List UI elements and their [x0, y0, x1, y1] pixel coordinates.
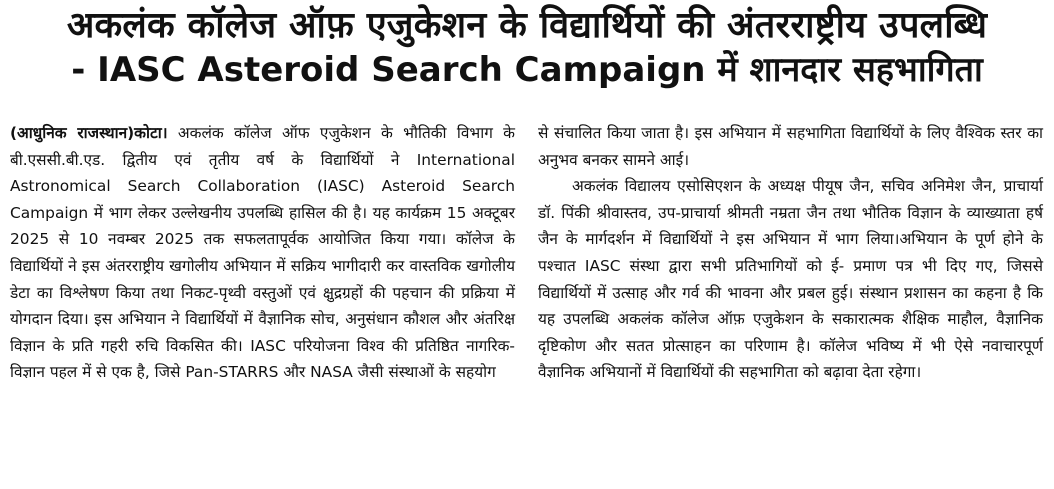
article-paragraph: से संचालित किया जाता है। इस अभियान में सहभागिता विद्यार्थियों के लिए वैश्विक स्तर का अनुभव बनकर सामने आई। [538, 124, 1043, 169]
article-left-column [10, 120, 515, 386]
headline-line-1: अकलंक कॉलेज ऑफ़ एजुकेशन के विद्यार्थियों की अंतरराष्ट्रीय उपलब्धि [66, 5, 988, 46]
headline [0, 4, 1054, 92]
article-right-column [538, 120, 1043, 386]
dateline: (आधुनिक राजस्थान)कोटा। [10, 124, 168, 142]
left-column-text: अकलंक कॉलेज ऑफ एजुकेशन के भौतिकी विभाग के बी.एससी.बी.एड. द्वितीय एवं तृतीय वर्ष के विद्यार्थियों ने International Astronomical Search Collaboration (IASC) Asteroid Search Campaign में भाग लेकर उल्लेखनीय उपलब्धि हासिल की है। यह कार्यक्रम 15 अक्टूबर 2025 से 10 नवम्बर 2025 तक सफलतापूर्वक आयोजित किया गया। कॉलेज के विद्यार्थियों ने इस अंतरराष्ट्रीय खगोलीय अभियान में सक्रिय भागीदारी कर वास्तविक खगोलीय डेटा का विश्लेषण किया तथा निकट-पृथ्वी वस्तुओं एवं क्षुद्रग्रहों की पहचान की प्रक्रिया में योगदान दिया। इस अभियान ने विद्यार्थियों में वैज्ञानिक सोच, अनुसंधान कौशल और अंतरिक्ष विज्ञान के प्रति गहरी रुचि विकसित की। IASC परियोजना विश्व की प्रतिष्ठित नागरिक-विज्ञान पहल में से एक है, जिसे Pan-STARRS और NASA जैसी संस्थाओं के सहयोग [10, 124, 515, 382]
article-paragraph [10, 120, 515, 386]
article-paragraph: अकलंक विद्यालय एसोसिएशन के अध्यक्ष पीयूष जैन, सचिव अनिमेश जैन, प्राचार्या डॉ. पिंकी श्रीवास्तव, उप-प्राचार्या श्रीमती नम्रता जैन तथा भौतिक विज्ञान के व्याख्याता हर्ष जैन के मार्गदर्शन में विद्यार्थियों ने इस अभियान में भाग लिया।अभियान के पूर्ण होने के पश्चात IASC संस्था द्वारा सभी प्रतिभागियों को ई- प्रमाण पत्र भी दिए गए, जिससे विद्यार्थियों में उत्साह और गर्व की भावना और प्रबल हुई। संस्थान प्रशासन का कहना है कि यह उपलब्धि अकलंक कॉलेज ऑफ़ एजुकेशन के सकारात्मक शैक्षिक माहौल, वैज्ञानिक दृष्टिकोण और सतत प्रोत्साहन का परिणाम है। कॉलेज भविष्य में भी ऐसे नवाचारपूर्ण वैज्ञानिक अभियानों में विद्यार्थियों की सहभागिता को बढ़ावा देता रहेगा। [538, 177, 1043, 382]
headline-line-2: - IASC Asteroid Search Campaign में शानदार सहभागिता [71, 50, 983, 90]
